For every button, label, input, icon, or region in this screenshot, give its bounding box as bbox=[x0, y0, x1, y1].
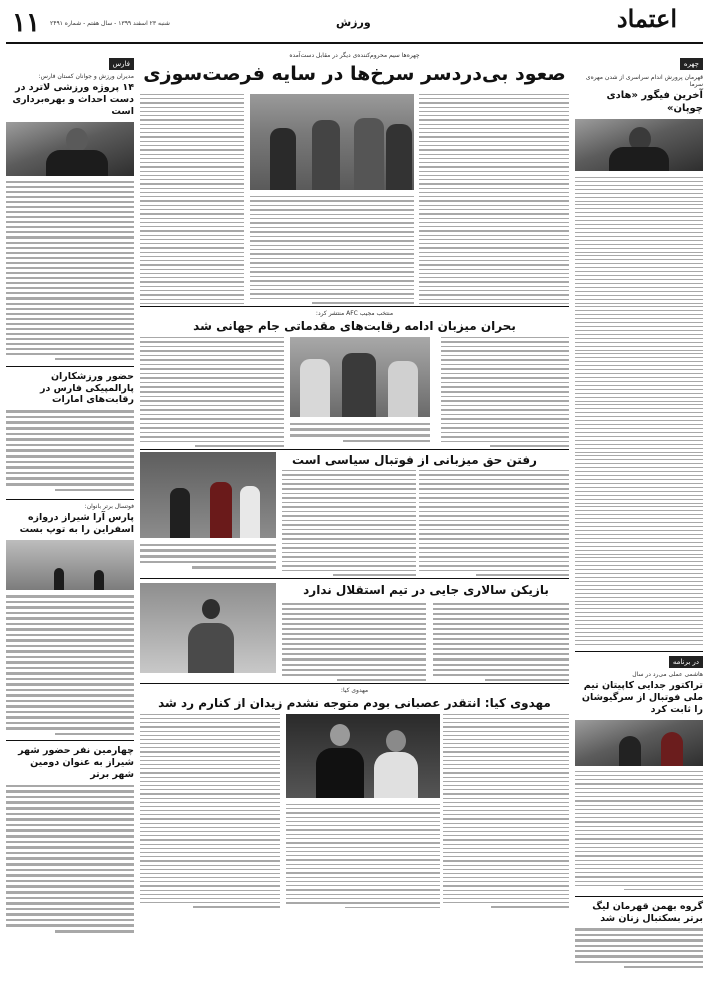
left-article-4-body bbox=[6, 785, 134, 935]
main-column bbox=[140, 46, 569, 982]
story-2-headline: بحران میزبان ادامه رقابت‌های مقدماتی جام جهانی شد bbox=[193, 318, 516, 333]
main-story-4 bbox=[140, 583, 569, 683]
left-headline-4: چهارمین نفر حضور شهر شیراز به عنوان دومین شهر برتر bbox=[18, 745, 134, 780]
page-number: ۱۱ bbox=[12, 8, 40, 38]
main-kicker: چهره‌ها سیم‌ محروم‌کننده‌ی دیگر در مقابل دست‌آمده bbox=[289, 52, 420, 59]
left-article-3-body bbox=[6, 595, 134, 735]
futsal-photo bbox=[6, 540, 134, 590]
right-section-tag: چهره bbox=[680, 58, 703, 70]
story-5-headline: مهدوی کیا: انتقدر عصبانی بودم متوجه نشدم زیدان از کنارم رد شد bbox=[158, 695, 551, 710]
right-section-tag-2: در برنامه bbox=[669, 656, 703, 668]
bodybuilder-photo bbox=[575, 119, 703, 171]
story-4-headline: بازیکن سالاری جایی در تیم استقلال ندارد bbox=[303, 582, 549, 597]
story-2-kicker: منتخب‌ مجیب AFC منتشر کرد: bbox=[315, 309, 394, 317]
newspaper-logo: اعتماد bbox=[616, 4, 677, 33]
left-article-1-body bbox=[6, 181, 134, 361]
tractor-players-photo bbox=[575, 720, 703, 766]
left-headline-2: حضور ورزشکاران پارالمپیکی فارس در رقابت‌های امارات bbox=[39, 370, 134, 406]
right-headline-1: آخرین فیگور «هادی چوپان» bbox=[606, 90, 703, 114]
national-team-photo bbox=[290, 337, 430, 417]
left-kicker-1: مدیران ورزش و جوانان کستان فارس: bbox=[38, 73, 134, 80]
right-column bbox=[575, 58, 703, 982]
left-kicker-3: فوتسال برتر بانوان: bbox=[84, 503, 134, 511]
main-story-1-body-center bbox=[250, 196, 414, 304]
left-column bbox=[6, 58, 134, 982]
right-article-2-body bbox=[575, 771, 703, 891]
right-article-3-body bbox=[575, 928, 703, 968]
story-5-kicker: مهدوی کیا: bbox=[340, 686, 369, 694]
right-headline-2: تراکتور جدایی کاپیتان تیم ملی فوتبال از سرگیوشان را ثابت کرد bbox=[581, 680, 703, 715]
main-story-5 bbox=[140, 714, 569, 910]
right-kicker-2: هاشمی عملی می‌رد در سال bbox=[632, 671, 703, 678]
right-kicker-1: قهرمان پرورش اندام سراسری از شدن مهره‌ی سرما bbox=[585, 74, 703, 88]
section-title: ورزش bbox=[336, 16, 371, 29]
mahdavikia-photo bbox=[286, 714, 440, 798]
official-photo bbox=[6, 122, 134, 176]
main-story-1-body-left bbox=[140, 94, 244, 304]
right-headline-3: گروه بهمن قهرمان لیگ برتر بسکتبال زنان شد bbox=[592, 900, 703, 924]
asian-match-photo bbox=[140, 452, 276, 538]
left-headline-3: پارس آرا شیراز دروازه اسفراین را به توپ بست bbox=[19, 512, 134, 536]
issue-line: شنبه ۲۳ اسفند ۱۳۹۹ - سال هفتم - شماره ۲۴۹۱ bbox=[50, 20, 170, 27]
main-headline: صعود بی‌دردسر سرخ‌ها در سایه فرصت‌سوزی bbox=[143, 63, 566, 85]
masthead bbox=[6, 4, 703, 44]
right-article-1-body bbox=[575, 177, 703, 645]
persepolis-match-photo bbox=[250, 94, 414, 190]
main-story-1 bbox=[140, 94, 569, 306]
esteghlal-coach-photo bbox=[140, 583, 276, 673]
main-story-1-body-right bbox=[419, 94, 569, 304]
story-3-headline: رفتن حق میزبانی از فوتبال سیاسی است bbox=[292, 452, 537, 467]
left-section-tag: فارس bbox=[109, 58, 134, 70]
left-article-2-body bbox=[6, 410, 134, 494]
main-story-2 bbox=[140, 337, 569, 449]
main-story-3 bbox=[140, 470, 569, 578]
left-headline-1: ۱۴ پروژه ورزشی لاترد در دست احداث و بهره‌برداری است bbox=[12, 82, 134, 117]
